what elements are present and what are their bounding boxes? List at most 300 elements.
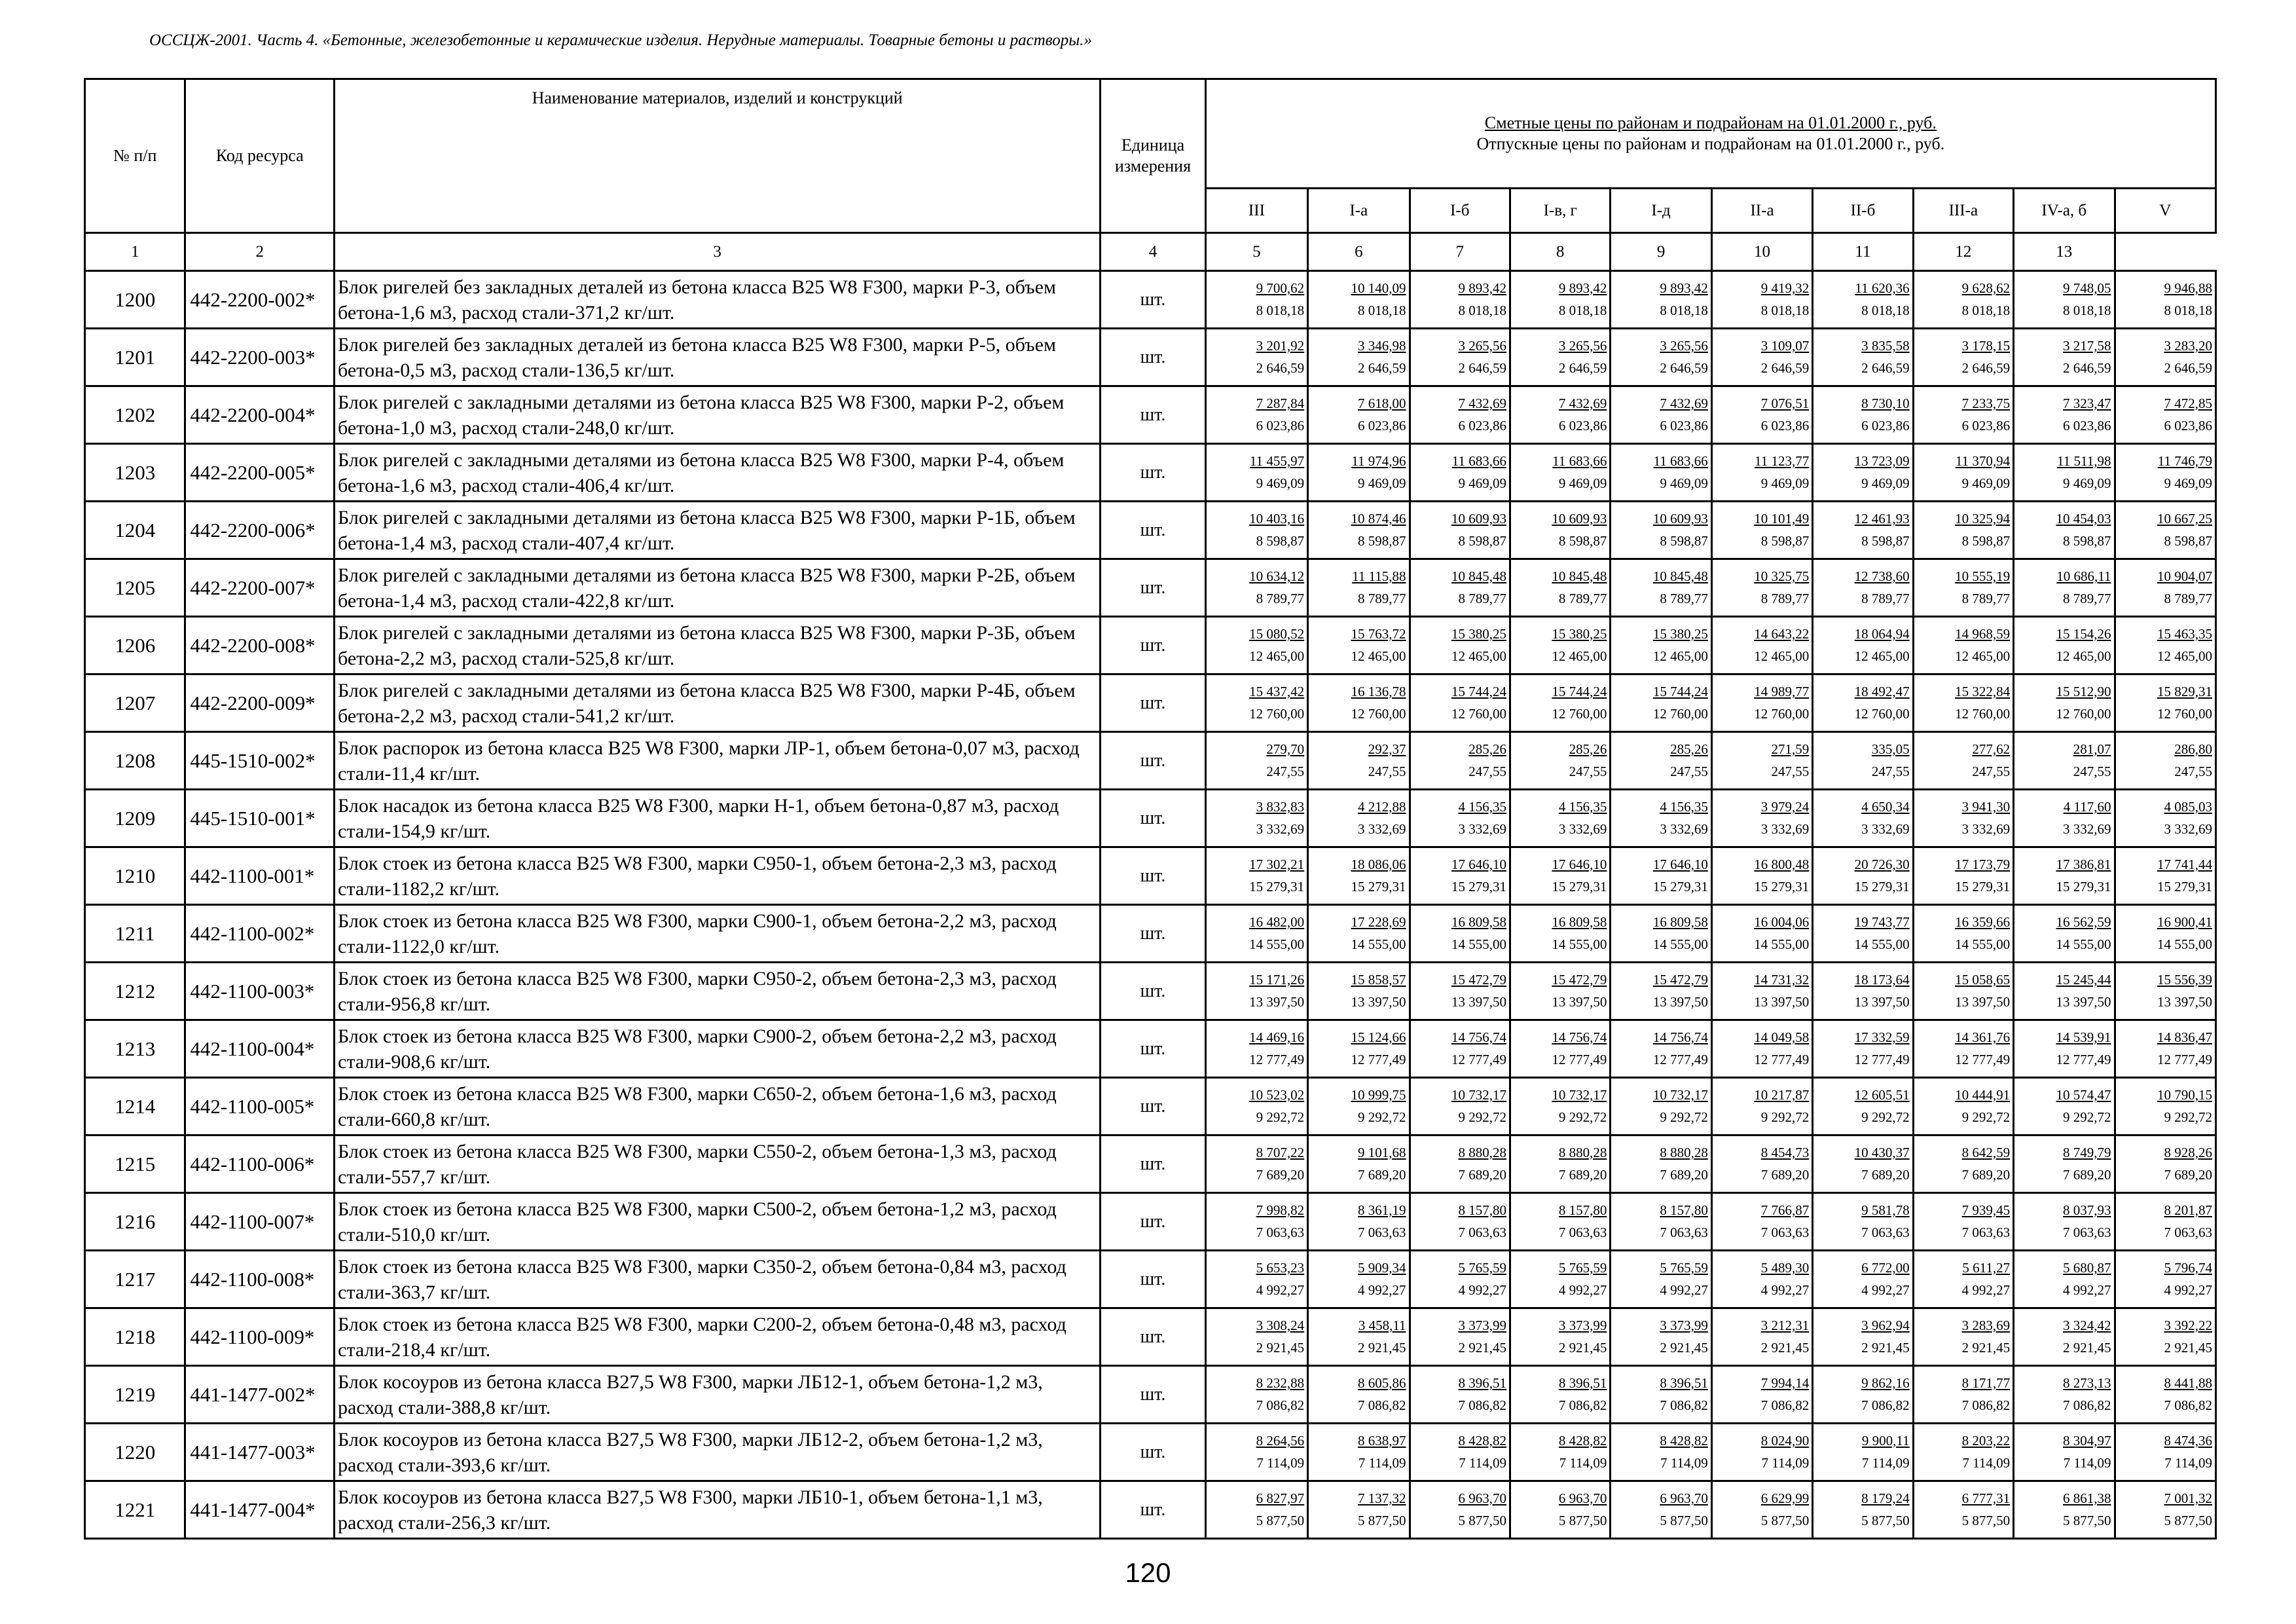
price-cell <box>1611 386 1711 444</box>
column-number: 13 <box>2014 233 2115 271</box>
estimate-price: 8 642,59 <box>1961 1144 2011 1160</box>
release-price: 2 921,45 <box>2063 1339 2111 1356</box>
estimate-price: 17 646,10 <box>1552 856 1607 872</box>
price-cell <box>1205 1020 1307 1078</box>
price-cell <box>1711 386 1812 444</box>
price-cell <box>1913 559 2013 617</box>
release-price: 12 777,49 <box>1652 1051 1708 1067</box>
release-price: 12 465,00 <box>1955 648 2011 664</box>
release-price: 2 646,59 <box>1760 360 1810 376</box>
release-price: 7 689,20 <box>2063 1166 2111 1183</box>
estimate-price: 18 173,64 <box>1854 971 1910 987</box>
estimate-price: 15 463,35 <box>2157 625 2212 642</box>
estimate-price: 12 461,93 <box>1854 510 1910 526</box>
estimate-price: 9 101,68 <box>1358 1144 1406 1160</box>
estimate-price: 7 076,51 <box>1760 395 1810 411</box>
estimate-price: 7 287,84 <box>1256 395 1305 411</box>
estimate-price: 7 939,45 <box>1961 1202 2011 1218</box>
price-cell <box>1205 674 1307 732</box>
price-cell <box>2115 963 2216 1020</box>
price-cell <box>1410 1424 1510 1481</box>
price-cell <box>2115 502 2216 559</box>
release-price: 12 760,00 <box>1351 705 1406 722</box>
material-name: Блок косоуров из бетона класса B27,5 W8 F300, марки ЛБ10-1, объем бетона-1,1 м3, расход стали-256,3 кг/шт. <box>335 1481 1101 1539</box>
estimate-price: 10 609,93 <box>1451 510 1506 526</box>
header-estimate-prices: Сметные цены по районам и подрайонам на 01.01.2000 г., руб. <box>1484 113 1937 132</box>
estimate-price: 4 212,88 <box>1358 798 1406 815</box>
price-cell <box>1711 329 1812 386</box>
estimate-price: 4 156,35 <box>1458 798 1506 815</box>
estimate-price: 279,70 <box>1266 741 1305 757</box>
material-name: Блок стоек из бетона класса B25 W8 F300, марки С500-2, объем бетона-1,2 м3, расход стали-510,0 кг/шт. <box>335 1193 1101 1251</box>
price-cell <box>1611 444 1711 502</box>
estimate-price: 10 732,17 <box>1552 1086 1607 1103</box>
price-cell <box>1410 847 1510 905</box>
price-cell <box>1205 1424 1307 1481</box>
price-cell <box>2115 1424 2216 1481</box>
column-number: 9 <box>1611 233 1711 271</box>
price-table <box>84 78 2217 1540</box>
price-cell <box>1510 502 1610 559</box>
release-price: 15 279,31 <box>1955 878 2011 895</box>
release-price: 7 689,20 <box>1660 1166 1708 1183</box>
release-price: 8 018,18 <box>1458 302 1506 318</box>
table-row <box>85 1481 2216 1539</box>
estimate-price: 17 646,10 <box>1451 856 1506 872</box>
estimate-price: 4 085,03 <box>2164 798 2212 815</box>
estimate-price: 16 359,66 <box>1955 913 2011 930</box>
price-cell <box>1711 1193 1812 1251</box>
price-cell <box>1711 502 1812 559</box>
release-price: 12 760,00 <box>2056 705 2111 722</box>
estimate-price: 10 523,02 <box>1249 1086 1305 1103</box>
release-price: 15 279,31 <box>1249 878 1305 895</box>
price-cell <box>1510 1020 1610 1078</box>
price-cell <box>1510 271 1610 329</box>
price-cell <box>2014 1366 2115 1424</box>
price-cell <box>2115 1308 2216 1366</box>
release-price: 15 279,31 <box>2157 878 2212 895</box>
price-cell <box>1813 1078 1913 1135</box>
price-cell <box>1410 444 1510 502</box>
release-price: 8 598,87 <box>1760 532 1810 549</box>
estimate-price: 285,26 <box>1569 741 1607 757</box>
price-cell <box>2115 1135 2216 1193</box>
estimate-price: 7 432,69 <box>1458 395 1506 411</box>
release-price: 2 921,45 <box>1760 1339 1810 1356</box>
price-cell <box>1510 1135 1610 1193</box>
estimate-price: 15 744,24 <box>1652 683 1708 699</box>
price-cell <box>2014 905 2115 963</box>
release-price: 13 397,50 <box>2157 993 2212 1010</box>
table-row <box>85 329 2216 386</box>
price-cell <box>2014 963 2115 1020</box>
price-cell <box>1813 1308 1913 1366</box>
material-name: Блок ригелей без закладных деталей из бетона класса B25 W8 F300, марки Р-3, объем бетона-1,6 м3, расход стали-371,2 кг/шт. <box>335 271 1101 329</box>
estimate-price: 11 370,94 <box>1955 452 2011 469</box>
unit-of-measure: шт. <box>1101 1308 1205 1366</box>
release-price: 12 760,00 <box>1754 705 1810 722</box>
estimate-price: 10 874,46 <box>1351 510 1406 526</box>
release-price: 2 921,45 <box>1861 1339 1910 1356</box>
release-price: 8 598,87 <box>1961 532 2011 549</box>
price-cell <box>1410 1308 1510 1366</box>
material-name: Блок стоек из бетона класса B25 W8 F300, марки С900-2, объем бетона-2,2 м3, расход стали-908,6 кг/шт. <box>335 1020 1101 1078</box>
estimate-price: 5 796,74 <box>2164 1259 2212 1276</box>
estimate-price: 7 432,69 <box>1558 395 1607 411</box>
price-cell <box>2014 1251 2115 1308</box>
estimate-price: 11 620,36 <box>1855 280 1910 296</box>
estimate-price: 16 809,58 <box>1652 913 1708 930</box>
estimate-price: 8 605,86 <box>1358 1375 1406 1391</box>
price-cell <box>1205 905 1307 963</box>
estimate-price: 15 322,84 <box>1955 683 2011 699</box>
price-cell <box>2014 1078 2115 1135</box>
unit-of-measure: шт. <box>1101 1424 1205 1481</box>
material-name: Блок ригелей с закладными деталями из бетона класса B25 W8 F300, марки Р-4, объем бетона-1,6 м3, расход стали-406,4 кг/шт. <box>335 444 1101 502</box>
release-price: 7 114,09 <box>1559 1454 1607 1471</box>
price-cell <box>1308 1481 1410 1539</box>
estimate-price: 3 962,94 <box>1861 1317 1910 1333</box>
price-cell <box>2014 1193 2115 1251</box>
price-cell <box>1611 674 1711 732</box>
price-cell <box>1813 617 1913 674</box>
release-price: 7 689,20 <box>1558 1166 1607 1183</box>
price-cell <box>1611 963 1711 1020</box>
release-price: 247,55 <box>1972 763 2011 779</box>
material-name: Блок ригелей с закладными деталями из бетона класса B25 W8 F300, марки Р-4Б, объем бетона-2,2 м3, расход стали-541,2 кг/шт. <box>335 674 1101 732</box>
release-price: 5 877,50 <box>1558 1512 1607 1528</box>
price-cell <box>1410 329 1510 386</box>
table-row <box>85 502 2216 559</box>
table-row <box>85 1193 2216 1251</box>
price-cell <box>2115 847 2216 905</box>
estimate-price: 10 845,48 <box>1652 568 1708 584</box>
release-price: 8 018,18 <box>1660 302 1708 318</box>
price-cell <box>2014 271 2115 329</box>
release-price: 6 023,86 <box>1358 417 1406 434</box>
estimate-price: 10 634,12 <box>1249 568 1305 584</box>
header-release-prices: Отпускные цены по районам и подрайонам на 01.01.2000 г., руб. <box>1476 134 1945 153</box>
price-cell <box>1205 1366 1307 1424</box>
column-number: 1 <box>85 233 185 271</box>
estimate-price: 8 273,13 <box>2063 1375 2111 1391</box>
price-cell <box>1510 1193 1610 1251</box>
estimate-price: 5 680,87 <box>2063 1259 2111 1276</box>
release-price: 3 332,69 <box>1358 821 1406 837</box>
price-cell <box>1205 847 1307 905</box>
estimate-price: 8 024,90 <box>1760 1432 1810 1449</box>
header-region: I-а <box>1308 189 1410 233</box>
release-price: 14 555,00 <box>1351 936 1406 952</box>
estimate-price: 5 765,59 <box>1558 1259 1607 1276</box>
release-price: 7 063,63 <box>2164 1224 2212 1240</box>
estimate-price: 8 474,36 <box>2164 1432 2212 1449</box>
estimate-price: 3 979,24 <box>1760 798 1810 815</box>
estimate-price: 3 308,24 <box>1256 1317 1305 1333</box>
price-cell <box>1711 1366 1812 1424</box>
price-cell <box>1711 1251 1812 1308</box>
release-price: 8 598,87 <box>1558 532 1607 549</box>
release-price: 9 469,09 <box>2063 475 2111 491</box>
price-cell <box>1205 559 1307 617</box>
price-cell <box>1711 1135 1812 1193</box>
release-price: 3 332,69 <box>1256 821 1305 837</box>
estimate-price: 3 212,31 <box>1760 1317 1810 1333</box>
price-cell <box>1410 674 1510 732</box>
material-name: Блок стоек из бетона класса B25 W8 F300, марки С650-2, объем бетона-1,6 м3, расход стали-660,8 кг/шт. <box>335 1078 1101 1135</box>
release-price: 8 789,77 <box>2063 590 2111 606</box>
release-price: 7 063,63 <box>1961 1224 2011 1240</box>
header-region: V <box>2115 189 2216 233</box>
release-price: 12 760,00 <box>1451 705 1506 722</box>
estimate-price: 9 893,42 <box>1558 280 1607 296</box>
price-cell <box>1308 502 1410 559</box>
estimate-price: 10 845,48 <box>1451 568 1506 584</box>
estimate-price: 3 324,42 <box>2063 1317 2111 1333</box>
price-cell <box>1410 790 1510 847</box>
unit-of-measure: шт. <box>1101 963 1205 1020</box>
header-name: Наименование материалов, изделий и конструкций <box>335 79 1101 233</box>
estimate-price: 11 683,66 <box>1653 452 1708 469</box>
estimate-price: 12 738,60 <box>1854 568 1910 584</box>
table-row <box>85 790 2216 847</box>
price-cell <box>1308 1193 1410 1251</box>
release-price: 7 689,20 <box>1458 1166 1506 1183</box>
row-number: 1211 <box>85 905 185 963</box>
price-cell <box>2115 732 2216 790</box>
release-price: 8 789,77 <box>2164 590 2212 606</box>
price-cell <box>1813 502 1913 559</box>
estimate-price: 10 845,48 <box>1552 568 1607 584</box>
resource-code: 442-1100-002* <box>185 905 335 963</box>
table-row <box>85 963 2216 1020</box>
price-cell <box>1913 1078 2013 1135</box>
estimate-price: 8 454,73 <box>1760 1144 1810 1160</box>
resource-code: 442-2200-009* <box>185 674 335 732</box>
estimate-price: 12 605,51 <box>1854 1086 1910 1103</box>
release-price: 2 921,45 <box>1256 1339 1305 1356</box>
estimate-price: 286,80 <box>2174 741 2212 757</box>
release-price: 9 469,09 <box>1861 475 1910 491</box>
material-name: Блок стоек из бетона класса B25 W8 F300, марки С900-1, объем бетона-2,2 м3, расход стали-1122,0 кг/шт. <box>335 905 1101 963</box>
price-cell <box>1611 559 1711 617</box>
price-cell <box>1410 617 1510 674</box>
price-cell <box>1205 963 1307 1020</box>
price-cell <box>1205 732 1307 790</box>
estimate-price: 11 746,79 <box>2157 452 2212 469</box>
release-price: 7 114,09 <box>1861 1454 1910 1471</box>
release-price: 2 921,45 <box>2164 1339 2212 1356</box>
row-number: 1214 <box>85 1078 185 1135</box>
price-cell <box>1711 963 1812 1020</box>
column-number: 2 <box>185 233 335 271</box>
release-price: 7 086,82 <box>1961 1397 2011 1413</box>
resource-code: 442-1100-008* <box>185 1251 335 1308</box>
estimate-price: 11 455,97 <box>1249 452 1305 469</box>
release-price: 15 279,31 <box>1451 878 1506 895</box>
release-price: 15 279,31 <box>2056 878 2111 895</box>
release-price: 247,55 <box>1368 763 1406 779</box>
price-cell <box>1711 1481 1812 1539</box>
release-price: 9 292,72 <box>1760 1109 1810 1125</box>
release-price: 2 646,59 <box>1458 360 1506 376</box>
resource-code: 441-1477-002* <box>185 1366 335 1424</box>
estimate-price: 8 203,22 <box>1961 1432 2011 1449</box>
price-cell <box>1813 790 1913 847</box>
release-price: 12 760,00 <box>1552 705 1607 722</box>
price-cell <box>1410 386 1510 444</box>
price-cell <box>1913 847 2013 905</box>
release-price: 8 789,77 <box>1256 590 1305 606</box>
release-price: 7 063,63 <box>1256 1224 1305 1240</box>
material-name: Блок ригелей с закладными деталями из бетона класса B25 W8 F300, марки Р-2Б, объем бетона-1,4 м3, расход стали-422,8 кг/шт. <box>335 559 1101 617</box>
estimate-price: 8 171,77 <box>1961 1375 2011 1391</box>
price-cell <box>1711 559 1812 617</box>
release-price: 4 992,27 <box>1358 1282 1406 1298</box>
price-cell <box>1913 1481 2013 1539</box>
price-cell <box>1813 559 1913 617</box>
estimate-price: 7 766,87 <box>1760 1202 1810 1218</box>
price-cell <box>1205 790 1307 847</box>
estimate-price: 3 217,58 <box>2063 337 2111 354</box>
release-price: 14 555,00 <box>1249 936 1305 952</box>
estimate-price: 8 361,19 <box>1358 1202 1406 1218</box>
estimate-price: 8 749,79 <box>2063 1144 2111 1160</box>
resource-code: 442-2200-002* <box>185 271 335 329</box>
resource-code: 445-1510-002* <box>185 732 335 790</box>
estimate-price: 10 325,75 <box>1754 568 1810 584</box>
price-cell <box>1308 271 1410 329</box>
price-cell <box>2014 1308 2115 1366</box>
table-row <box>85 1251 2216 1308</box>
estimate-price: 6 861,38 <box>2063 1490 2111 1506</box>
header-region: I-д <box>1611 189 1711 233</box>
price-cell <box>1813 905 1913 963</box>
price-cell <box>1510 674 1610 732</box>
unit-of-measure: шт. <box>1101 1366 1205 1424</box>
price-cell <box>1913 1193 2013 1251</box>
resource-code: 442-1100-009* <box>185 1308 335 1366</box>
release-price: 7 086,82 <box>1458 1397 1506 1413</box>
row-number: 1212 <box>85 963 185 1020</box>
price-cell <box>2014 617 2115 674</box>
release-price: 15 279,31 <box>1351 878 1406 895</box>
estimate-price: 8 880,28 <box>1558 1144 1607 1160</box>
estimate-price: 15 080,52 <box>1249 625 1305 642</box>
price-cell <box>2014 386 2115 444</box>
price-cell <box>1205 1078 1307 1135</box>
page-number: 120 <box>1125 1557 1171 1588</box>
row-number: 1221 <box>85 1481 185 1539</box>
release-price: 12 465,00 <box>1451 648 1506 664</box>
price-cell <box>1813 847 1913 905</box>
header-prices <box>1205 79 2215 189</box>
estimate-price: 14 539,91 <box>2056 1029 2111 1045</box>
estimate-price: 6 772,00 <box>1861 1259 1910 1276</box>
estimate-price: 9 581,78 <box>1861 1202 1910 1218</box>
price-cell <box>1611 1020 1711 1078</box>
estimate-price: 10 732,17 <box>1652 1086 1708 1103</box>
table-row <box>85 444 2216 502</box>
estimate-price: 16 136,78 <box>1351 683 1406 699</box>
release-price: 7 086,82 <box>1358 1397 1406 1413</box>
release-price: 247,55 <box>1771 763 1810 779</box>
estimate-price: 14 049,58 <box>1754 1029 1810 1045</box>
release-price: 12 465,00 <box>1351 648 1406 664</box>
release-price: 7 114,09 <box>1761 1454 1810 1471</box>
estimate-price: 271,59 <box>1771 741 1810 757</box>
estimate-price: 7 998,82 <box>1256 1202 1305 1218</box>
estimate-price: 5 611,27 <box>1962 1259 2011 1276</box>
estimate-price: 6 777,31 <box>1961 1490 2011 1506</box>
release-price: 8 018,18 <box>1961 302 2011 318</box>
row-number: 1216 <box>85 1193 185 1251</box>
release-price: 4 992,27 <box>1458 1282 1506 1298</box>
release-price: 3 332,69 <box>1660 821 1708 837</box>
price-cell <box>1611 1251 1711 1308</box>
estimate-price: 17 173,79 <box>1955 856 2011 872</box>
estimate-price: 14 756,74 <box>1552 1029 1607 1045</box>
price-cell <box>1205 444 1307 502</box>
price-cell <box>1205 1308 1307 1366</box>
estimate-price: 16 004,06 <box>1754 913 1810 930</box>
estimate-price: 8 730,10 <box>1861 395 1910 411</box>
release-price: 7 063,63 <box>1760 1224 1810 1240</box>
estimate-price: 3 265,56 <box>1660 337 1708 354</box>
price-cell <box>2115 674 2216 732</box>
release-price: 12 777,49 <box>1552 1051 1607 1067</box>
row-number: 1205 <box>85 559 185 617</box>
resource-code: 441-1477-003* <box>185 1424 335 1481</box>
material-name: Блок косоуров из бетона класса B27,5 W8 F300, марки ЛБ12-1, объем бетона-1,2 м3, расход стали-388,8 кг/шт. <box>335 1366 1101 1424</box>
estimate-price: 10 140,09 <box>1351 280 1406 296</box>
estimate-price: 3 346,98 <box>1358 337 1406 354</box>
release-price: 5 877,50 <box>1358 1512 1406 1528</box>
price-cell <box>2115 271 2216 329</box>
estimate-price: 10 904,07 <box>2157 568 2212 584</box>
estimate-price: 3 373,99 <box>1660 1317 1708 1333</box>
resource-code: 442-2200-005* <box>185 444 335 502</box>
price-cell <box>2115 1481 2216 1539</box>
price-cell <box>2014 1020 2115 1078</box>
resource-code: 442-1100-006* <box>185 1135 335 1193</box>
release-price: 6 023,86 <box>1660 417 1708 434</box>
estimate-price: 18 492,47 <box>1854 683 1910 699</box>
estimate-price: 11 115,88 <box>1352 568 1406 584</box>
release-price: 13 397,50 <box>1249 993 1305 1010</box>
estimate-price: 10 790,15 <box>2157 1086 2212 1103</box>
price-cell <box>1711 1424 1812 1481</box>
resource-code: 442-2200-004* <box>185 386 335 444</box>
price-cell <box>1510 963 1610 1020</box>
estimate-price: 9 628,62 <box>1961 280 2011 296</box>
row-number: 1215 <box>85 1135 185 1193</box>
release-price: 8 789,77 <box>1458 590 1506 606</box>
table-row <box>85 1308 2216 1366</box>
release-price: 15 279,31 <box>1854 878 1910 895</box>
estimate-price: 3 392,22 <box>2164 1317 2212 1333</box>
material-name: Блок распорок из бетона класса B25 W8 F300, марки ЛР-1, объем бетона-0,07 м3, расход стали-11,4 кг/шт. <box>335 732 1101 790</box>
release-price: 5 877,50 <box>2164 1512 2212 1528</box>
estimate-price: 9 900,11 <box>1861 1432 1910 1449</box>
row-number: 1207 <box>85 674 185 732</box>
release-price: 9 469,09 <box>1458 475 1506 491</box>
release-price: 5 877,50 <box>1760 1512 1810 1528</box>
resource-code: 442-2200-003* <box>185 329 335 386</box>
price-cell <box>1410 1193 1510 1251</box>
release-price: 2 646,59 <box>1358 360 1406 376</box>
